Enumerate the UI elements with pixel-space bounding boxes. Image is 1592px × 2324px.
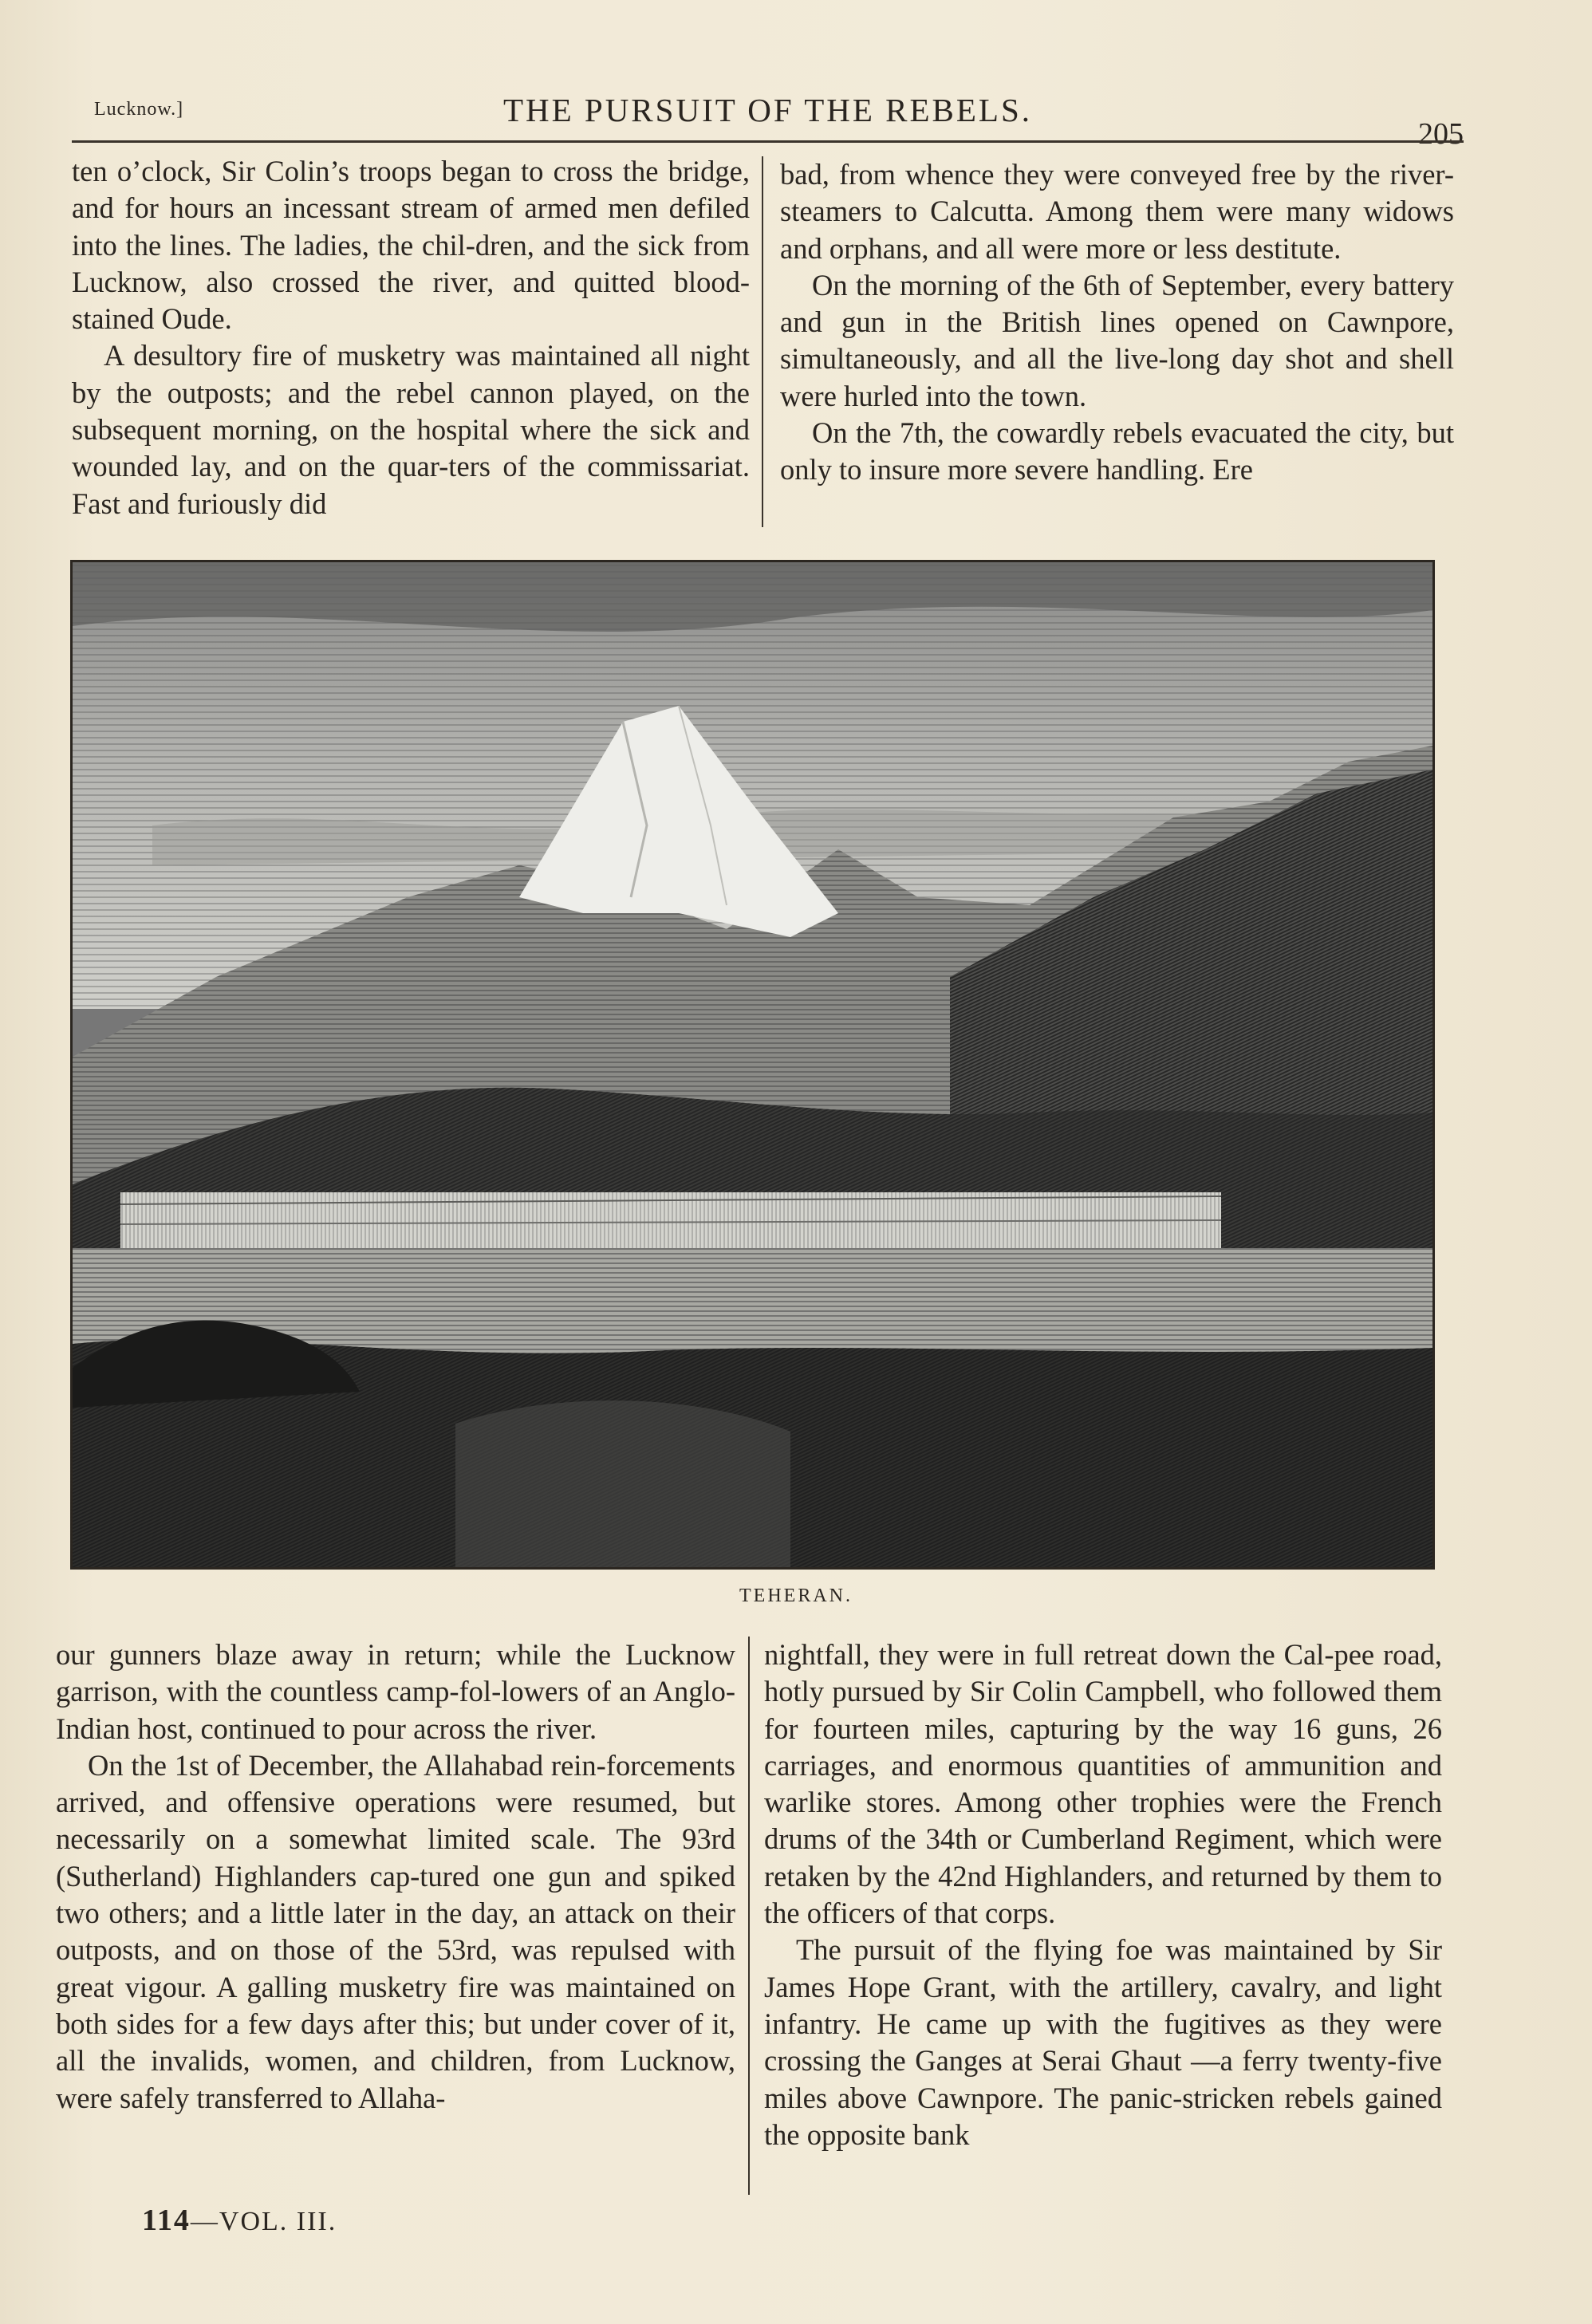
header-rule <box>72 140 1464 143</box>
paragraph: The pursuit of the flying foe was maintained by Sir James Hope Grant, with the artillery, cavalry, and light infantry. He came up with the fugitives as they were crossing the Ganges at Serai Ghaut —a ferry twenty-five miles above Cawnpore. The panic-stricken rebels gained the opposite bank <box>764 1933 1442 2151</box>
page-header <box>72 88 1464 151</box>
engraving-landscape <box>73 562 1432 1567</box>
column-bottom-left <box>56 1637 735 2117</box>
paragraph: On the morning of the 6th of September, every battery and gun in the British lines opened on Cawnpore, simultaneously, and all the live-long day shot and shell were hurled into the town. <box>780 268 1454 412</box>
paragraph: nightfall, they were in full retreat down the Cal-pee road, hotly pursued by Sir Colin Campbell, who followed them for fourteen miles, capturing by the way 16 guns, 26 carriages, and enormous quantities of ammunition and warlike stores. Among other trophies were the French drums of the 34th or Cumberland Regiment, which were retaken by the 42nd Highlanders, and returned by them to the officers of that corps. <box>764 1638 1442 1930</box>
paragraph: On the 7th, the cowardly rebels evacuated the city, but only to insure more severe handling. Ere <box>780 416 1454 486</box>
signature-mark <box>142 2203 337 2238</box>
paragraph: On the 1st of December, the Allahabad rein-forcements arrived, and offensive operations were resumed, but necessarily on a somewhat limited scale. The 93rd (Sutherland) Highlanders cap-tured one gun and spiked two others; and a little later in the day, an attack on their outposts, and on those of the 53rd, was repulsed with great vigour. A galling musketry fire was maintained on both sides for a few days after this; but under cover of it, all the invalids, women, and children, from Lucknow, were safely transferred to Allaha- <box>56 1748 735 2114</box>
page-number: 205 <box>1418 117 1464 151</box>
volume-label: —VOL. III. <box>190 2207 337 2236</box>
paragraph: bad, from whence they were conveyed free by the river-steamers to Calcutta. Among them were many widows and orphans, and all were more or less destitute. <box>780 158 1454 265</box>
illustration-caption: TEHERAN. <box>739 1585 853 1606</box>
running-title: THE PURSUIT OF THE REBELS. <box>502 92 1033 128</box>
column-top-left <box>72 153 750 522</box>
paragraph: A desultory fire of musketry was maintained all night by the outposts; and the rebel cannon played, on the subsequent morning, on the hospital where the sick and wounded lay, and on the quar-ters of the commissariat. Fast and furiously did <box>72 339 750 520</box>
teheran-engraving <box>70 560 1435 1570</box>
column-top-right <box>780 156 1454 489</box>
signature-number: 114 <box>142 2204 191 2237</box>
column-bottom-right <box>764 1637 1442 2153</box>
running-head-section: Lucknow.] <box>94 99 184 120</box>
column-divider-top <box>762 156 763 527</box>
paragraph: our gunners blaze away in return; while the Lucknow garrison, with the countless camp-fol-lowers of an Anglo-Indian host, continued to pour across the river. <box>56 1638 735 1745</box>
paragraph: ten o’clock, Sir Colin’s troops began to cross the bridge, and for hours an incessant stream of armed men defiled into the lines. The ladies, the chil-dren, and the sick from Lucknow, also crossed the river, and quitted blood-stained Oude. <box>72 155 750 336</box>
column-divider-bottom <box>748 1637 750 2195</box>
